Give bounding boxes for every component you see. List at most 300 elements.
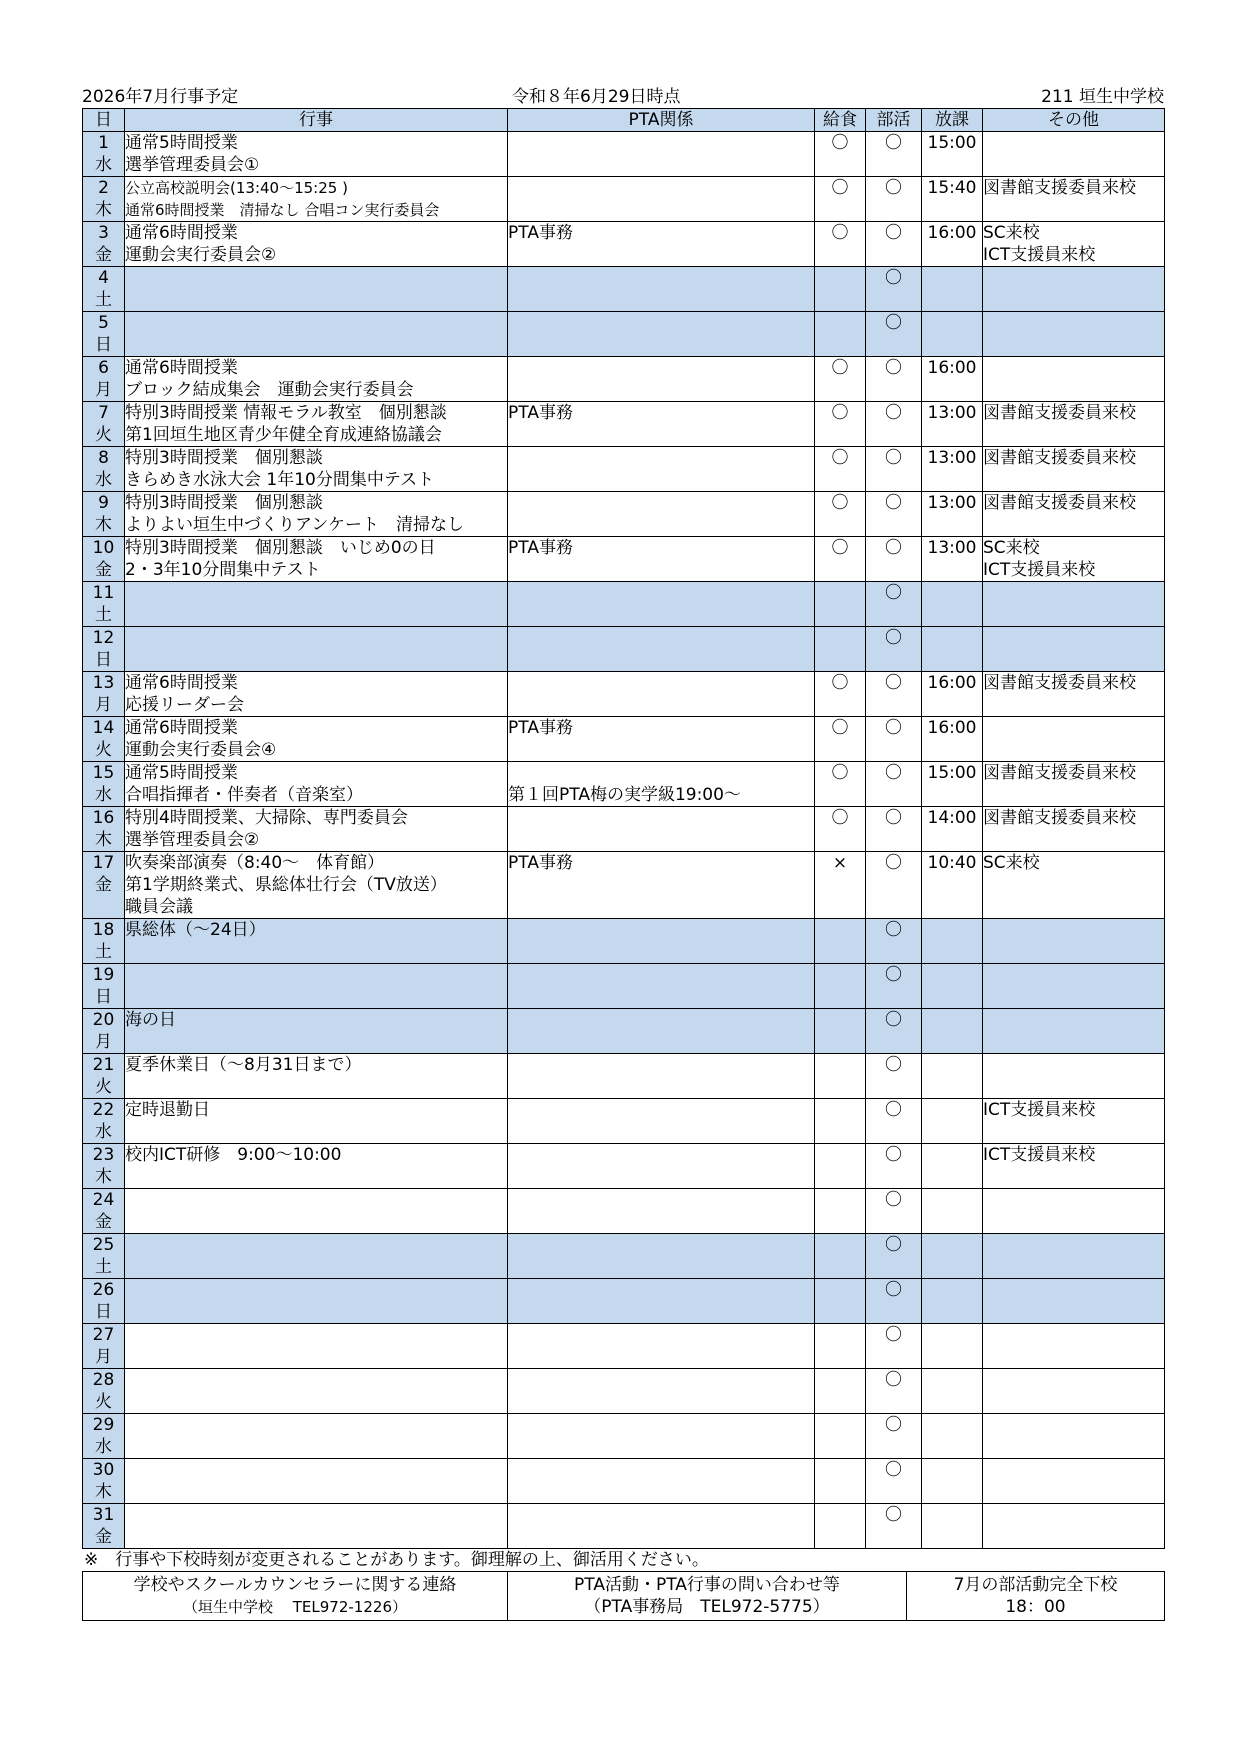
events-cell — [125, 672, 508, 717]
col-header-dismissal: 放課 — [922, 109, 983, 132]
pta-cell — [508, 672, 815, 717]
event-line: 第1回垣生地区青少年健全育成連絡協議会 — [125, 425, 442, 445]
meal-cell — [815, 1144, 866, 1189]
club-cell — [866, 537, 922, 582]
events-cell — [125, 177, 508, 222]
club-cell — [866, 447, 922, 492]
day-number: 4 — [98, 268, 109, 288]
col-header-pta: PTA関係 — [508, 109, 815, 132]
pta-cell — [508, 402, 815, 447]
pta-contact-title: PTA活動・PTA行事の問い合わせ等 — [574, 1575, 840, 1595]
other-cell — [983, 852, 1165, 919]
event-line: 定時退勤日 — [125, 1100, 210, 1120]
table-row — [83, 1009, 1165, 1054]
day-cell — [83, 492, 125, 537]
day-number: 11 — [92, 583, 115, 603]
events-cell — [125, 1144, 508, 1189]
club-cell — [866, 964, 922, 1009]
other-cell — [983, 1099, 1165, 1144]
event-line: 選挙管理委員会① — [125, 155, 260, 175]
day-number: 1 — [98, 133, 109, 153]
club-mark: 〇 — [885, 223, 902, 243]
events-cell — [125, 1504, 508, 1549]
as-of-date: 令和８年6月29日時点 — [512, 87, 681, 107]
weekday: 日 — [95, 335, 112, 355]
table-row — [83, 1234, 1165, 1279]
events-cell — [125, 1324, 508, 1369]
table-row — [83, 964, 1165, 1009]
school-contact-tel: （垣生中学校 TEL972-1226） — [183, 1598, 407, 1616]
events-cell — [125, 1054, 508, 1099]
weekday: 金 — [95, 245, 112, 265]
table-row — [83, 919, 1165, 964]
dismissal-cell — [922, 1504, 983, 1549]
weekday: 水 — [95, 1437, 112, 1457]
col-header-day: 日 — [83, 109, 125, 132]
weekday: 水 — [95, 470, 112, 490]
pta-cell — [508, 1234, 815, 1279]
weekday: 木 — [95, 200, 112, 220]
document-header — [82, 86, 1164, 108]
weekday: 金 — [95, 875, 112, 895]
other-cell — [983, 537, 1165, 582]
weekday: 月 — [95, 1032, 112, 1052]
other-cell — [983, 492, 1165, 537]
club-cell — [866, 919, 922, 964]
dismissal-time: 16:00 — [927, 223, 977, 243]
meal-mark: 〇 — [831, 223, 849, 243]
other-cell — [983, 964, 1165, 1009]
pta-cell — [508, 267, 815, 312]
event-line: 特別3時間授業 個別懇談 — [125, 493, 323, 513]
club-mark: 〇 — [885, 1370, 902, 1390]
event-line: 海の日 — [125, 1010, 176, 1030]
club-cell — [866, 177, 922, 222]
club-mark: 〇 — [885, 583, 902, 603]
club-mark: 〇 — [885, 1280, 902, 1300]
meal-mark: 〇 — [831, 718, 849, 738]
dismissal-cell — [922, 492, 983, 537]
day-cell — [83, 1414, 125, 1459]
weekday: 日 — [95, 650, 112, 670]
meal-cell — [815, 1324, 866, 1369]
other-cell — [983, 1189, 1165, 1234]
day-number: 3 — [98, 223, 109, 243]
table-row — [83, 762, 1165, 807]
events-cell — [125, 582, 508, 627]
other-cell — [983, 312, 1165, 357]
other-cell — [983, 1414, 1165, 1459]
event-line: ブロック結成集会 運動会実行委員会 — [125, 380, 414, 400]
other-cell — [983, 1324, 1165, 1369]
meal-cell — [815, 1234, 866, 1279]
events-cell — [125, 762, 508, 807]
dismissal-cell — [922, 402, 983, 447]
table-row — [83, 312, 1165, 357]
day-number: 16 — [92, 808, 115, 828]
club-cell — [866, 762, 922, 807]
pta-cell — [508, 222, 815, 267]
club-mark: 〇 — [885, 1505, 902, 1525]
event-line: 第1学期終業式、県総体壮行会（TV放送） — [125, 875, 447, 895]
document-title: 2026年7月行事予定 — [82, 87, 239, 107]
dismissal-cell — [922, 132, 983, 177]
weekday: 月 — [95, 695, 112, 715]
other-cell — [983, 1234, 1165, 1279]
meal-cell — [815, 1459, 866, 1504]
event-line: 通常6時間授業 — [125, 358, 238, 378]
club-mark: 〇 — [885, 268, 902, 288]
events-cell — [125, 964, 508, 1009]
day-cell — [83, 582, 125, 627]
meal-cell — [815, 1054, 866, 1099]
event-line: 通常5時間授業 — [125, 133, 238, 153]
schedule-body — [83, 132, 1165, 1549]
dismissal-cell — [922, 1279, 983, 1324]
other-cell — [983, 762, 1165, 807]
meal-cell — [815, 132, 866, 177]
other-cell — [983, 1459, 1165, 1504]
dismissal-time: 13:00 — [927, 403, 977, 423]
pta-cell — [508, 492, 815, 537]
event-line: 合唱指揮者・伴奏者（音楽室） — [125, 785, 363, 805]
event-line: 公立高校説明会(13:40～15:25 ) — [125, 179, 348, 197]
dismissal-cell — [922, 627, 983, 672]
table-row — [83, 357, 1165, 402]
day-number: 10 — [92, 538, 115, 558]
club-cell — [866, 672, 922, 717]
dismissal-cell — [922, 807, 983, 852]
event-line: 通常6時間授業 清掃なし 合唱コン実行委員会 — [125, 201, 440, 219]
other-line: ICT支援員来校 — [983, 1100, 1096, 1120]
other-cell — [983, 402, 1165, 447]
events-cell — [125, 492, 508, 537]
club-mark: 〇 — [885, 1010, 902, 1030]
club-mark: 〇 — [885, 718, 902, 738]
club-mark: 〇 — [885, 965, 902, 985]
day-cell — [83, 762, 125, 807]
other-cell — [983, 582, 1165, 627]
table-row — [83, 717, 1165, 762]
day-cell — [83, 1324, 125, 1369]
weekday: 火 — [95, 740, 112, 760]
dismissal-time: 13:00 — [927, 538, 977, 558]
other-cell — [983, 627, 1165, 672]
pta-cell — [508, 1099, 815, 1144]
dismissal-time: 13:00 — [927, 448, 977, 468]
other-cell — [983, 222, 1165, 267]
weekday: 水 — [95, 155, 112, 175]
day-cell — [83, 1504, 125, 1549]
event-line: 職員会議 — [125, 897, 193, 917]
club-mark: 〇 — [885, 763, 902, 783]
club-mark: 〇 — [885, 538, 902, 558]
day-number: 18 — [92, 920, 115, 940]
pta-cell — [508, 1009, 815, 1054]
meal-cell — [815, 627, 866, 672]
club-mark: 〇 — [885, 1235, 902, 1255]
pta-cell — [508, 447, 815, 492]
table-row — [83, 447, 1165, 492]
meal-mark: 〇 — [831, 673, 849, 693]
meal-mark: 〇 — [831, 403, 849, 423]
meal-cell — [815, 537, 866, 582]
meal-cell — [815, 1504, 866, 1549]
dismissal-cell — [922, 357, 983, 402]
day-number: 12 — [92, 628, 115, 648]
club-mark: 〇 — [885, 1325, 902, 1345]
other-line: SC来校 — [983, 223, 1040, 243]
club-cell — [866, 1099, 922, 1144]
pta-line: PTA事務 — [508, 403, 573, 423]
pta-line: 第１回PTA梅の実学級19:00～ — [508, 785, 741, 805]
pta-contact-tel: （PTA事務局 TEL972-5775） — [584, 1597, 830, 1617]
day-number: 29 — [92, 1415, 115, 1435]
dismissal-time: 10:40 — [927, 853, 977, 873]
pta-cell — [508, 177, 815, 222]
pta-line — [508, 762, 814, 784]
table-row — [83, 1504, 1165, 1549]
dismissal-cell — [922, 1189, 983, 1234]
day-cell — [83, 964, 125, 1009]
day-cell — [83, 537, 125, 582]
event-line: 県総体（～24日） — [125, 920, 266, 940]
other-line: 図書館支援委員来校 — [983, 763, 1136, 783]
dismissal-cell — [922, 964, 983, 1009]
day-cell — [83, 1054, 125, 1099]
club-cell — [866, 1324, 922, 1369]
day-number: 25 — [92, 1235, 115, 1255]
event-line: 特別3時間授業 情報モラル教室 個別懇談 — [125, 403, 447, 423]
dismissal-cell — [922, 267, 983, 312]
dismissal-cell — [922, 1234, 983, 1279]
events-cell — [125, 357, 508, 402]
other-cell — [983, 447, 1165, 492]
club-cell — [866, 1369, 922, 1414]
weekday: 木 — [95, 515, 112, 535]
day-number: 19 — [92, 965, 115, 985]
meal-mark: 〇 — [831, 538, 849, 558]
table-row — [83, 492, 1165, 537]
dismissal-cell — [922, 177, 983, 222]
meal-cell — [815, 1279, 866, 1324]
table-row — [83, 1279, 1165, 1324]
events-cell — [125, 537, 508, 582]
table-row — [83, 132, 1165, 177]
weekday: 金 — [95, 1212, 112, 1232]
club-mark: 〇 — [885, 358, 902, 378]
events-cell — [125, 1189, 508, 1234]
schedule-table — [82, 108, 1165, 1549]
day-number: 24 — [92, 1190, 115, 1210]
dismissal-time: 13:00 — [927, 493, 977, 513]
other-cell — [983, 1279, 1165, 1324]
pta-cell — [508, 1504, 815, 1549]
dismissal-time: 15:00 — [927, 763, 977, 783]
table-row — [83, 1459, 1165, 1504]
pta-cell — [508, 582, 815, 627]
dismissal-time: 16:00 — [927, 358, 977, 378]
meal-cell — [815, 1009, 866, 1054]
weekday: 月 — [95, 380, 112, 400]
club-mark: 〇 — [885, 1415, 902, 1435]
pta-cell — [508, 852, 815, 919]
day-number: 22 — [92, 1100, 115, 1120]
pta-cell — [508, 1054, 815, 1099]
other-line: 図書館支援委員来校 — [983, 448, 1136, 468]
table-header-row — [83, 109, 1165, 132]
day-cell — [83, 919, 125, 964]
dismissal-cell — [922, 537, 983, 582]
club-mark: 〇 — [885, 1100, 902, 1120]
event-line: 通常6時間授業 — [125, 673, 238, 693]
table-row — [83, 1369, 1165, 1414]
meal-mark: 〇 — [831, 133, 849, 153]
club-cell — [866, 132, 922, 177]
disclaimer-note: ※ 行事や下校時刻が変更されることがあります。御理解の上、御活用ください。 — [84, 1550, 709, 1570]
other-cell — [983, 132, 1165, 177]
day-number: 9 — [98, 493, 109, 513]
club-cell — [866, 807, 922, 852]
events-cell — [125, 267, 508, 312]
pta-cell — [508, 1414, 815, 1459]
table-row — [83, 672, 1165, 717]
club-cell — [866, 627, 922, 672]
table-row — [83, 582, 1165, 627]
day-cell — [83, 1459, 125, 1504]
club-end-time: 18：00 — [1005, 1597, 1066, 1617]
dismissal-cell — [922, 1144, 983, 1189]
pta-line: PTA事務 — [508, 718, 573, 738]
day-cell — [83, 807, 125, 852]
club-cell — [866, 1234, 922, 1279]
day-cell — [83, 177, 125, 222]
dismissal-cell — [922, 1414, 983, 1459]
school-name: 211 垣生中学校 — [1041, 87, 1164, 107]
table-row — [83, 267, 1165, 312]
events-cell — [125, 312, 508, 357]
other-line: 図書館支援委員来校 — [983, 403, 1136, 423]
dismissal-time: 16:00 — [927, 673, 977, 693]
meal-mark: 〇 — [831, 178, 849, 198]
dismissal-cell — [922, 1009, 983, 1054]
day-number: 30 — [92, 1460, 115, 1480]
table-row — [83, 177, 1165, 222]
day-cell — [83, 1144, 125, 1189]
club-cell — [866, 357, 922, 402]
weekday: 土 — [95, 605, 112, 625]
day-number: 7 — [98, 403, 109, 423]
meal-cell — [815, 717, 866, 762]
other-line: 図書館支援委員来校 — [983, 673, 1136, 693]
weekday: 土 — [95, 1257, 112, 1277]
events-cell — [125, 1279, 508, 1324]
table-row — [83, 402, 1165, 447]
club-cell — [866, 582, 922, 627]
event-line: 通常6時間授業 — [125, 223, 238, 243]
club-end-title: 7月の部活動完全下校 — [953, 1575, 1118, 1595]
weekday: 木 — [95, 1482, 112, 1502]
other-cell — [983, 807, 1165, 852]
event-line: よりよい垣生中づくりアンケート 清掃なし — [125, 515, 464, 535]
event-line: 運動会実行委員会② — [125, 245, 277, 265]
day-number: 21 — [92, 1055, 115, 1075]
pta-cell — [508, 357, 815, 402]
dismissal-cell — [922, 919, 983, 964]
club-cell — [866, 1279, 922, 1324]
pta-cell — [508, 807, 815, 852]
day-cell — [83, 312, 125, 357]
other-cell — [983, 919, 1165, 964]
meal-cell — [815, 807, 866, 852]
club-cell — [866, 1189, 922, 1234]
day-number: 2 — [98, 178, 109, 198]
dismissal-time: 15:00 — [927, 133, 977, 153]
meal-cell — [815, 762, 866, 807]
weekday: 火 — [95, 425, 112, 445]
pta-cell — [508, 537, 815, 582]
event-line: 通常6時間授業 — [125, 718, 238, 738]
events-cell — [125, 402, 508, 447]
events-cell — [125, 852, 508, 919]
other-line: ICT支援員来校 — [983, 560, 1096, 580]
day-number: 28 — [92, 1370, 115, 1390]
day-number: 13 — [92, 673, 115, 693]
events-cell — [125, 1414, 508, 1459]
club-mark: 〇 — [885, 1145, 902, 1165]
other-cell — [983, 1144, 1165, 1189]
weekday: 土 — [95, 942, 112, 962]
event-line: 選挙管理委員会② — [125, 830, 260, 850]
club-mark: 〇 — [885, 673, 902, 693]
pta-cell — [508, 132, 815, 177]
meal-mark: × — [832, 853, 848, 873]
day-cell — [83, 852, 125, 919]
day-cell — [83, 132, 125, 177]
weekday: 火 — [95, 1392, 112, 1412]
weekday: 日 — [95, 1302, 112, 1322]
events-cell — [125, 1009, 508, 1054]
pta-cell — [508, 964, 815, 1009]
pta-cell — [508, 1144, 815, 1189]
events-cell — [125, 1369, 508, 1414]
table-row — [83, 1099, 1165, 1144]
day-cell — [83, 672, 125, 717]
club-mark: 〇 — [885, 1055, 902, 1075]
event-line: きらめき水泳大会 1年10分間集中テスト — [125, 470, 435, 490]
contact-footer — [82, 1571, 1165, 1621]
club-mark: 〇 — [885, 1190, 902, 1210]
event-line: 校内ICT研修 9:00～10:00 — [125, 1145, 342, 1165]
dismissal-cell — [922, 312, 983, 357]
dismissal-time: 15:40 — [927, 178, 977, 198]
club-cell — [866, 402, 922, 447]
meal-mark: 〇 — [831, 763, 849, 783]
table-row — [83, 807, 1165, 852]
other-cell — [983, 717, 1165, 762]
dismissal-time: 14:00 — [927, 808, 977, 828]
col-header-other: その他 — [983, 109, 1165, 132]
dismissal-cell — [922, 1459, 983, 1504]
event-line: 2・3年10分間集中テスト — [125, 560, 321, 580]
pta-line: PTA事務 — [508, 223, 573, 243]
other-cell — [983, 1504, 1165, 1549]
table-row — [83, 1414, 1165, 1459]
other-cell — [983, 1369, 1165, 1414]
pta-cell — [508, 919, 815, 964]
pta-contact-box — [508, 1572, 907, 1621]
event-line: 吹奏楽部演奏（8:40～ 体育館） — [125, 853, 385, 873]
